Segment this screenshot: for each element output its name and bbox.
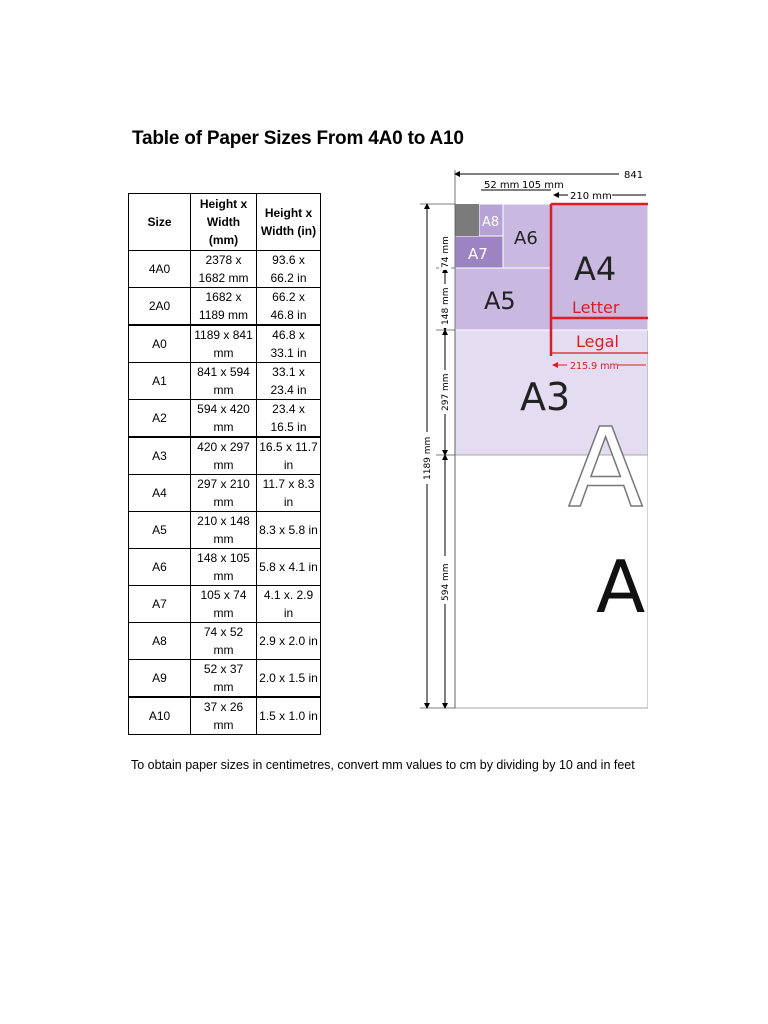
table-row	[129, 437, 321, 475]
cell-in: 93.6 x 66.2 in	[257, 251, 321, 288]
table-row	[129, 623, 321, 660]
cell-size: 4A0	[129, 251, 191, 288]
table-row	[129, 475, 321, 512]
cell-in: 2.9 x 2.0 in	[257, 623, 321, 660]
cell-in: 66.2 x 46.8 in	[257, 288, 321, 326]
label-a1: A	[596, 545, 646, 629]
cell-in: 33.1 x 23.4 in	[257, 363, 321, 400]
label-a3: A3	[520, 375, 571, 419]
label-a5: A5	[484, 287, 516, 315]
table-row	[129, 512, 321, 549]
cell-mm: 37 x 26 mm	[191, 697, 257, 735]
table-row	[129, 400, 321, 438]
cell-mm: 1682 x 1189 mm	[191, 288, 257, 326]
cell-in: 2.0 x 1.5 in	[257, 660, 321, 698]
label-a7: A7	[468, 245, 488, 263]
cell-mm: 210 x 148 mm	[191, 512, 257, 549]
table-row	[129, 288, 321, 326]
cell-size: A0	[129, 325, 191, 363]
cell-size: A4	[129, 475, 191, 512]
cell-mm: 2378 x 1682 mm	[191, 251, 257, 288]
cell-size: A1	[129, 363, 191, 400]
table-header-row	[129, 194, 321, 251]
label-a8: A8	[482, 215, 500, 230]
cell-mm: 148 x 105 mm	[191, 549, 257, 586]
cell-size: A5	[129, 512, 191, 549]
cell-mm: 74 x 52 mm	[191, 623, 257, 660]
cell-in: 11.7 x 8.3 in	[257, 475, 321, 512]
cell-in: 46.8 x 33.1 in	[257, 325, 321, 363]
table-row	[129, 697, 321, 735]
cell-in: 4.1 x. 2.9 in	[257, 586, 321, 623]
cell-mm: 594 x 420 mm	[191, 400, 257, 438]
dim-74-label: 74 mm	[441, 236, 451, 268]
cell-mm: 297 x 210 mm	[191, 475, 257, 512]
page-title: Table of Paper Sizes From 4A0 to A10	[132, 128, 464, 149]
cell-size: A8	[129, 623, 191, 660]
cell-in: 1.5 x 1.0 in	[257, 697, 321, 735]
dim-215-label: 215.9 mm	[570, 361, 619, 372]
cell-size: A3	[129, 437, 191, 475]
cell-size: A6	[129, 549, 191, 586]
table-row	[129, 251, 321, 288]
cell-mm: 52 x 37 mm	[191, 660, 257, 698]
dim-594-label: 594 mm	[441, 563, 451, 601]
header-size: Size	[129, 194, 191, 251]
cell-in: 5.8 x 4.1 in	[257, 549, 321, 586]
cell-size: A10	[129, 697, 191, 735]
cell-size: A9	[129, 660, 191, 698]
cell-mm: 841 x 594 mm	[191, 363, 257, 400]
paper-sizes-table	[128, 193, 321, 735]
cell-in: 16.5 x 11.7 in	[257, 437, 321, 475]
cell-in: 23.4 x 16.5 in	[257, 400, 321, 438]
table-row	[129, 325, 321, 363]
table-row	[129, 363, 321, 400]
dim-297-label: 297 mm	[441, 373, 451, 411]
label-legal: Legal	[576, 332, 619, 351]
cell-size: 2A0	[129, 288, 191, 326]
dim-148-label: 148 mm	[441, 287, 451, 325]
label-a4: A4	[574, 250, 617, 288]
dim-841-label: 841	[624, 170, 644, 181]
label-letter: Letter	[572, 298, 620, 317]
cell-size: A7	[129, 586, 191, 623]
table-row	[129, 549, 321, 586]
cell-in: 8.3 x 5.8 in	[257, 512, 321, 549]
header-in: Height x Width (in)	[257, 194, 321, 251]
dim-105-label: 105 mm	[522, 180, 564, 191]
table-row	[129, 660, 321, 698]
label-a6: A6	[514, 228, 538, 249]
dim-210-label: 210 mm	[570, 191, 612, 202]
footnote: To obtain paper sizes in centimetres, convert mm values to cm by dividing by 10 and in feet	[131, 758, 635, 772]
label-a2: A	[568, 404, 644, 532]
dim-52-label: 52 mm	[484, 180, 520, 191]
a9-region	[455, 204, 479, 236]
dim-1189-label: 1189 mm	[423, 436, 433, 480]
header-mm: Height x Width (mm)	[191, 194, 257, 251]
paper-size-diagram	[412, 164, 648, 716]
table-row	[129, 586, 321, 623]
cell-size: A2	[129, 400, 191, 438]
cell-mm: 420 x 297 mm	[191, 437, 257, 475]
cell-mm: 1189 x 841 mm	[191, 325, 257, 363]
cell-mm: 105 x 74 mm	[191, 586, 257, 623]
